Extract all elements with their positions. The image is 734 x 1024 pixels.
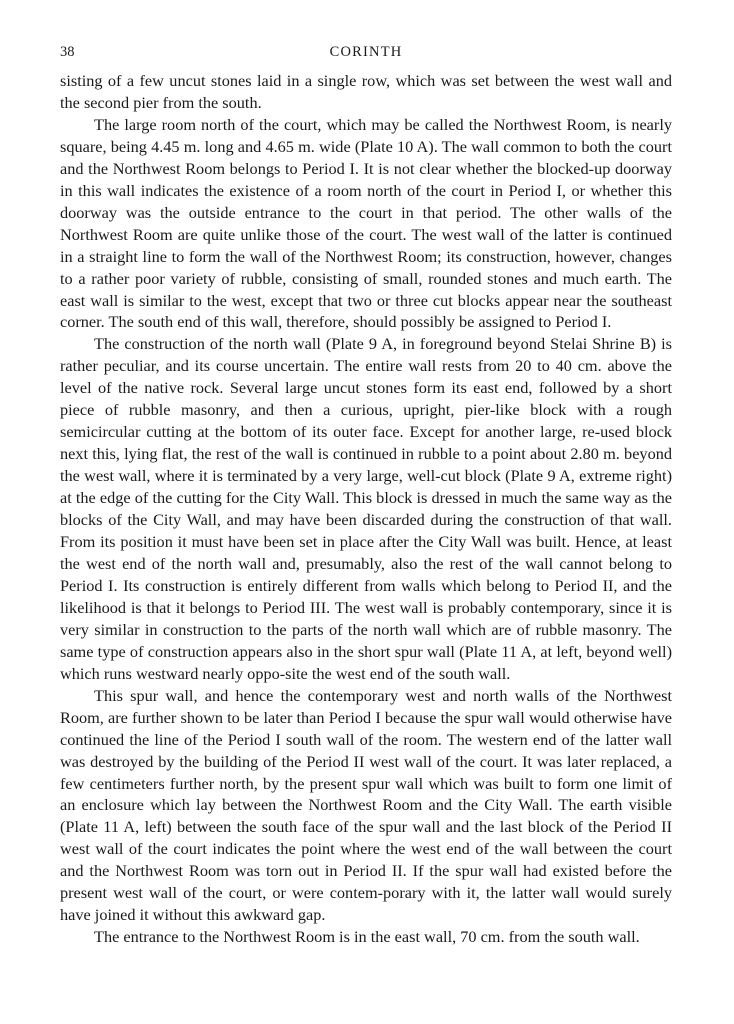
running-head (60, 44, 672, 70)
paragraph-north-wall: The construction of the north wall (Plate 9 A, in foreground beyond Stelai Shrine B) is rather peculiar, and its course uncertain. The entire wall rests from 20 to 40 cm. above the level of the native rock. Several large uncut stones form its east end, followed by a short piece of rubble masonry, and then a curious, upright, pier-like block with a rough semicircular cutting at the bottom of its outer face. Except for another large, re-used block next this, lying flat, the rest of the wall is continued in rubble to a point about 2.80 m. beyond the west wall, where it is terminated by a very large, well-cut block (Plate 9 A, extreme right) at the edge of the cutting for the City Wall. This block is dressed in much the same way as the blocks of the City Wall, and may have been discarded during the construction of that wall. From its position it must have been set in place after the City Wall was built. Hence, at least the west end of the north wall and, presumably, also the rest of the wall cannot belong to Period I. Its construction is entirely different from walls which belong to Period II, and the likelihood is that it belongs to Period III. The west wall is probably contemporary, since it is very similar in construction to the parts of the north wall which are of rubble masonry. The same type of construction appears also in the short spur wall (Plate 11 A, at left, beyond well) which runs westward nearly oppo-site the west end of the south wall. (60, 334, 672, 683)
paragraph-northwest-room: The large room north of the court, which may be called the Northwest Room, is nearly square, being 4.45 m. long and 4.65 m. wide (Plate 10 A). The wall common to both the court and the Northwest Room belongs to Period I. It is not clear whether the blocked-up doorway in this wall indicates the existence of a room north of the court in Period I, or whether this doorway was the outside entrance to the court in that period. The other walls of the Northwest Room are quite unlike those of the court. The west wall of the latter is continued in a straight line to form the wall of the Northwest Room; its construction, however, changes to a rather poor variety of rubble, consisting of small, rounded stones and much earth. The east wall is similar to the west, except that two or three cut blocks appear near the southeast corner. The south end of this wall, therefore, should possibly be assigned to Period I. (60, 114, 672, 332)
body-text (60, 70, 672, 948)
page-number: 38 (60, 44, 75, 60)
paragraph-entrance: The entrance to the Northwest Room is in the east wall, 70 cm. from the south wall. (94, 927, 640, 947)
document-page (60, 44, 672, 948)
paragraph-spur-wall: This spur wall, and hence the contemporary west and north walls of the Northwest Room, are further shown to be later than Period I because the spur wall would otherwise have continued the line of the Period I south wall of the room. The western end of the latter wall was destroyed by the building of the Period II west wall of the court. It was later replaced, a few centimeters further north, by the present spur wall which was built to form one limit of an enclosure which lay between the Northwest Room and the City Wall. The earth visible (Plate 11 A, left) between the south face of the spur wall and the last block of the Period II west wall of the court indicates the point where the west end of the wall between the court and the Northwest Room was torn out in Period II. If the spur wall had existed before the present west wall of the court, or were contem-porary with it, the latter wall would surely have joined it without this awkward gap. (60, 685, 672, 925)
running-title: CORINTH (329, 44, 403, 60)
paragraph-continuation: sisting of a few uncut stones laid in a single row, which was set between the west wall and the second pier from the south. (60, 71, 672, 112)
